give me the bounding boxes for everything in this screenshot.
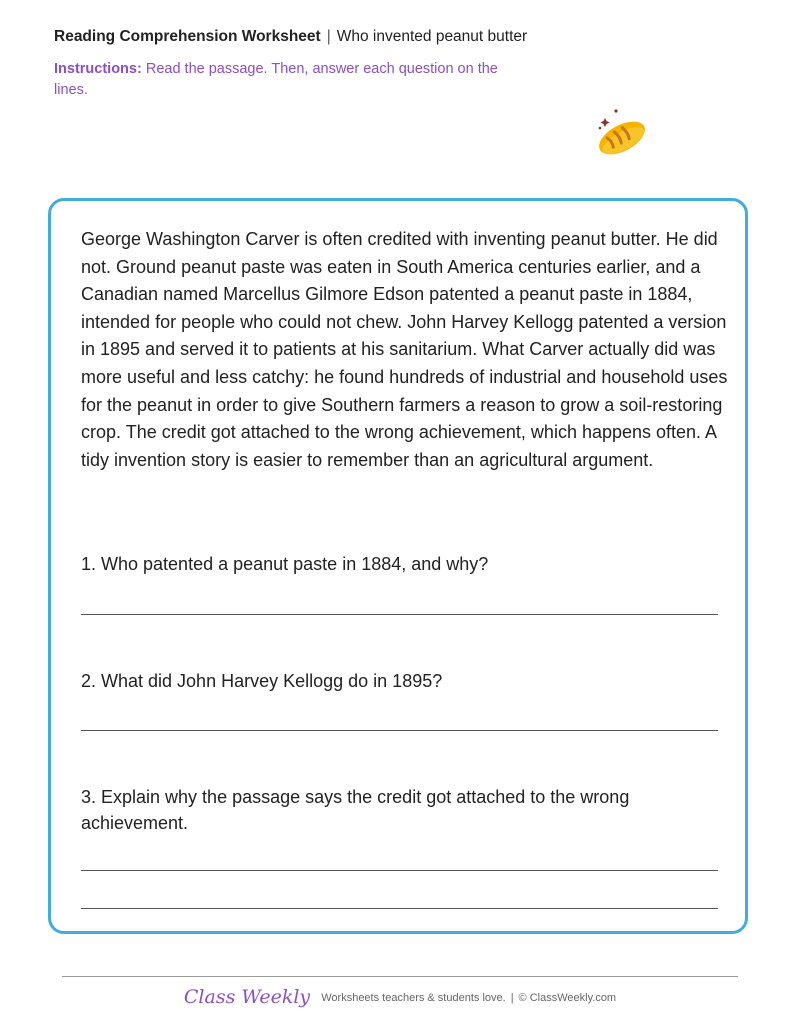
worksheet-title: Reading Comprehension Worksheet [54, 28, 321, 45]
footer-tagline: Worksheets teachers & students love. [321, 992, 506, 1004]
worksheet-subtitle: Who invented peanut butter [336, 28, 528, 45]
answer-line-1[interactable] [81, 614, 718, 615]
reading-passage: George Washington Carver is often credited with inventing peanut butter. He did not. Ground peanut paste was eaten in South America centuries earlier, and a Canadian named Marcellus Gilmore Edson patented a peanut paste in 1884, intended for people who could not chew. John Harvey Kellogg patented a version in 1895 and served it to patients at his sanitarium. What Carver actually did was more useful and less catchy: he found hundreds of industrial and household uses for the peanut in order to give Southern farmers a reason to grow a soil-restoring crop. The credit got attached to the wrong achievement, which happens often. A tidy invention story is easier to remember than an agricultural argument. [81, 229, 728, 470]
footer-copyright: © ClassWeekly.com [518, 992, 617, 1004]
question-2: 2. What did John Harvey Kellogg do in 1895? [81, 671, 443, 691]
instructions-label: Instructions: [54, 61, 142, 77]
question-1: 1. Who patented a peanut paste in 1884, and why? [81, 554, 489, 574]
answer-line-2[interactable] [81, 730, 718, 731]
answer-line-3b[interactable] [81, 908, 718, 909]
brand-logo: Class Weekly [183, 986, 311, 1008]
answer-line-3a[interactable] [81, 870, 718, 871]
instructions-text: Read the passage. Then, answer each question on the lines. [54, 61, 498, 98]
worksheet-header [54, 28, 527, 46]
footer-divider [62, 976, 738, 977]
footer [0, 986, 800, 1008]
header-separator: | [326, 28, 331, 45]
instructions [54, 59, 504, 101]
bread-icon [596, 104, 648, 168]
question-3: 3. Explain why the passage says the credit got attached to the wrong achievement. [81, 787, 630, 833]
footer-separator: | [510, 992, 514, 1004]
